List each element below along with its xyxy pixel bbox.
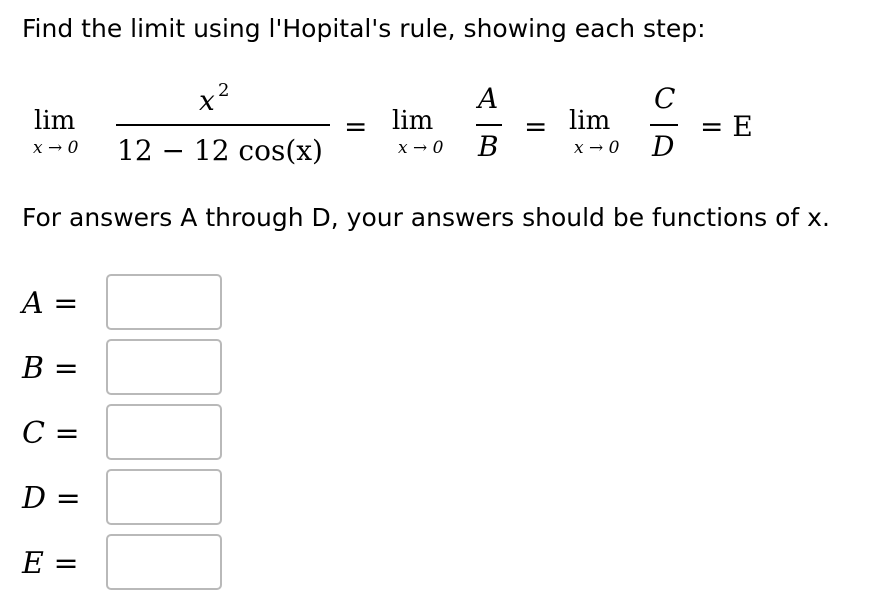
answer-row-d xyxy=(22,469,242,529)
fraction-bar-3 xyxy=(650,124,678,126)
equals-1: = xyxy=(344,110,368,143)
equals-result: = E xyxy=(700,110,753,143)
numerator-exponent: 2 xyxy=(218,80,230,101)
answer-input-d[interactable] xyxy=(106,469,222,525)
equals-2: = xyxy=(524,110,548,143)
answer-row-b xyxy=(22,339,242,399)
lim-approach-3: x → 0 xyxy=(574,138,620,158)
fraction-bar-2 xyxy=(476,124,502,126)
fraction-3-numerator: C xyxy=(654,82,676,115)
answer-input-b[interactable] xyxy=(106,339,222,395)
answer-row-e xyxy=(22,534,242,594)
lim-approach-1: x → 0 xyxy=(33,138,79,158)
answer-input-e[interactable] xyxy=(106,534,222,590)
answer-input-c[interactable] xyxy=(106,404,222,460)
answer-label: C = xyxy=(22,416,80,451)
answer-label: B = xyxy=(22,351,79,386)
denominator-1: 12 − 12 cos(x) xyxy=(117,134,323,167)
lim-approach-2: x → 0 xyxy=(398,138,444,158)
answer-label: A = xyxy=(22,286,79,321)
answer-label: E = xyxy=(22,546,79,581)
fraction-3-denominator: D xyxy=(652,130,675,163)
numerator-base: x xyxy=(199,84,215,117)
answer-label: D = xyxy=(22,481,81,516)
question-prompt: Find the limit using l'Hopital's rule, showing each step: xyxy=(22,14,706,43)
fraction-2-denominator: B xyxy=(478,130,499,163)
lim-operator-2: lim xyxy=(392,106,434,136)
instructions-note: For answers A through D, your answers should be functions of x. xyxy=(22,203,830,232)
lim-operator-1: lim xyxy=(34,106,76,136)
fraction-bar-1 xyxy=(116,124,330,126)
answer-row-a xyxy=(22,274,242,334)
answer-row-c xyxy=(22,404,242,464)
limit-equation xyxy=(0,0,890,180)
fraction-2-numerator: A xyxy=(478,82,499,115)
lim-operator-3: lim xyxy=(569,106,611,136)
answer-input-a[interactable] xyxy=(106,274,222,330)
